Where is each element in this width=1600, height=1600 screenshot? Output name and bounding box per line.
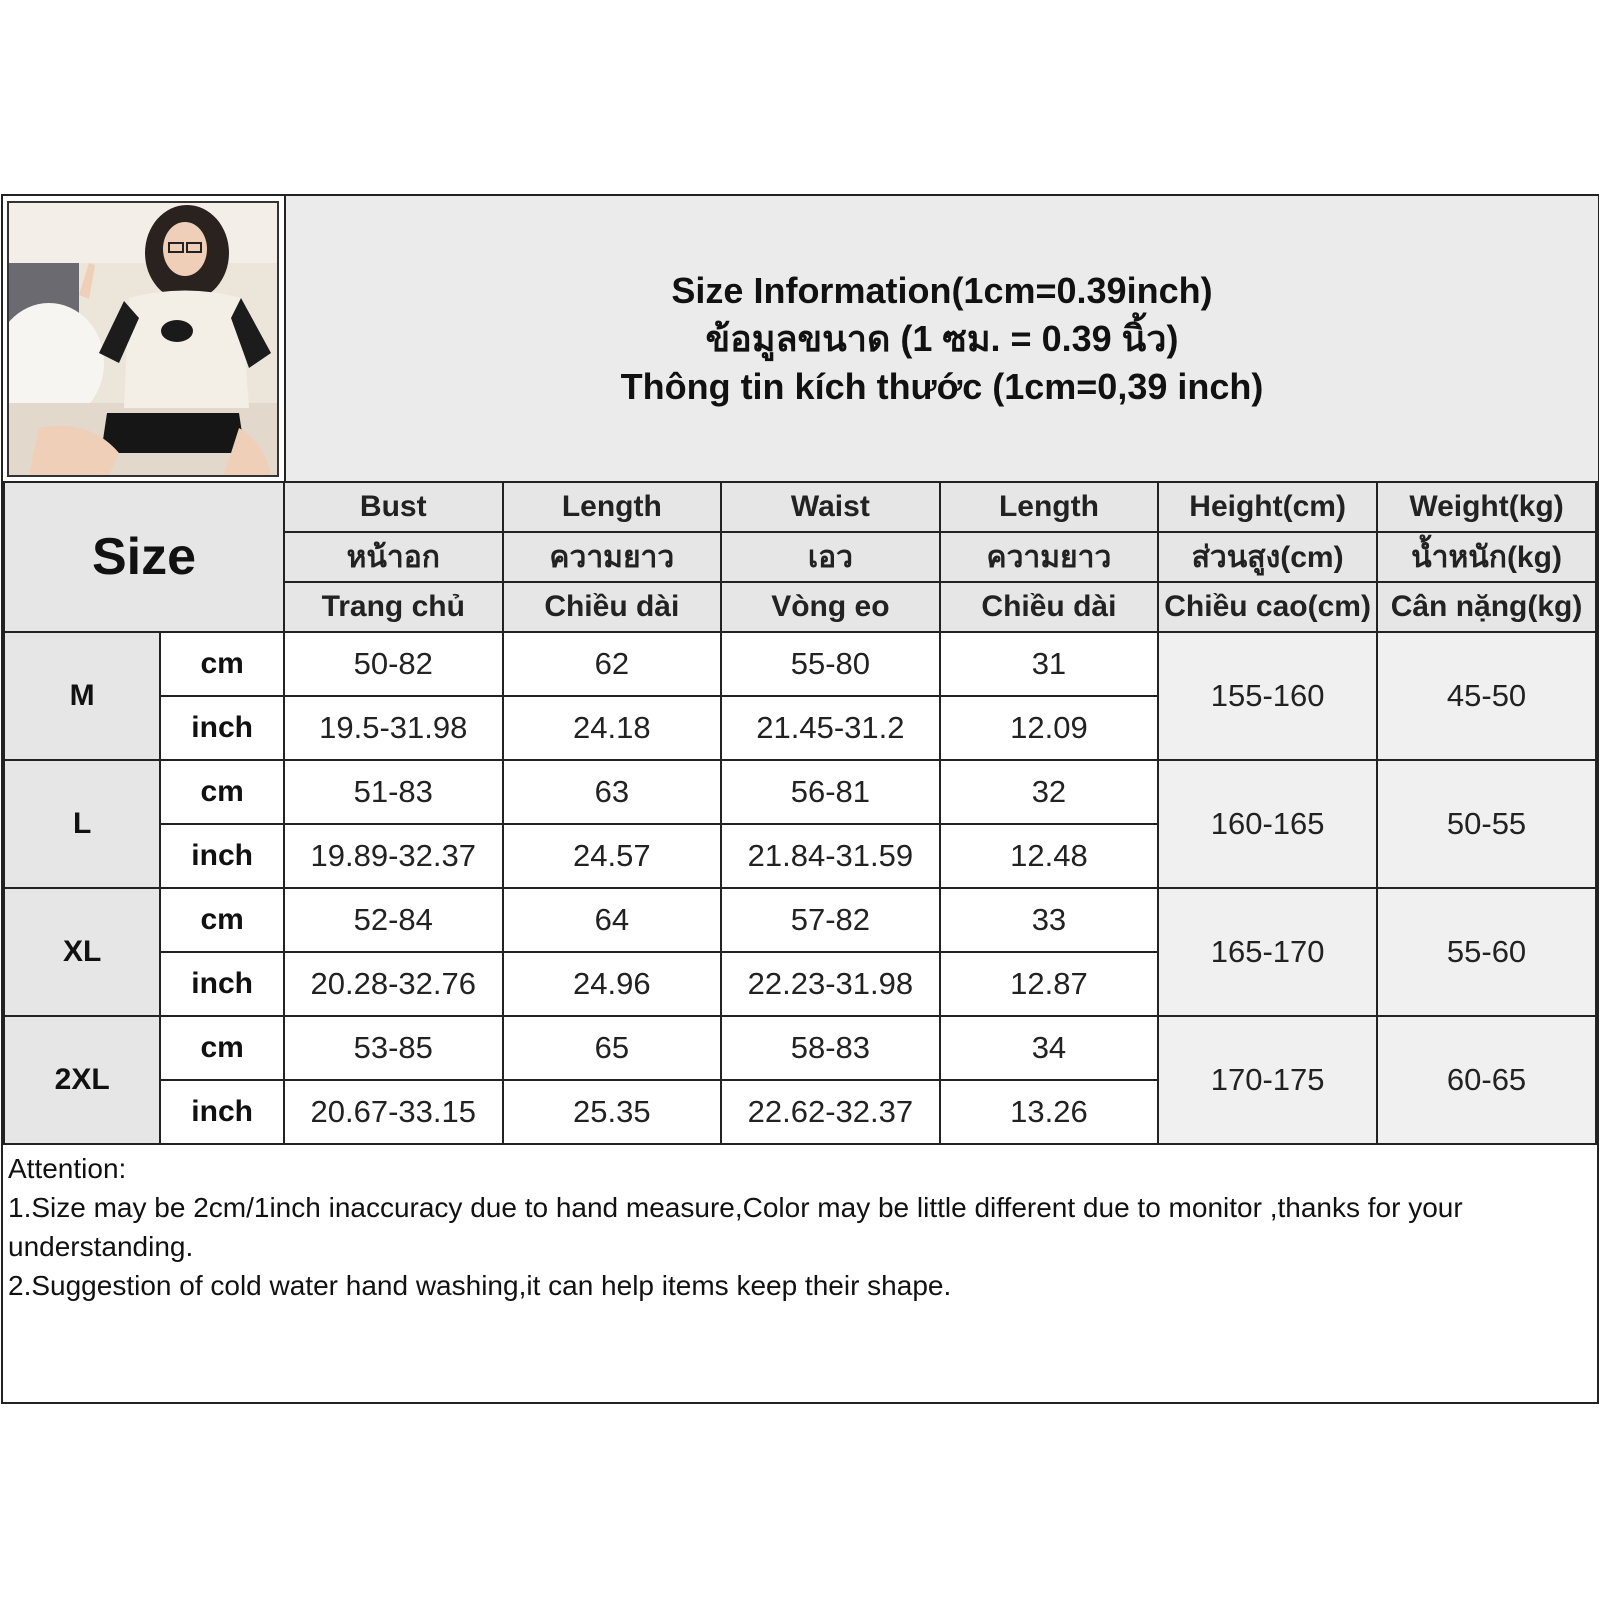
title-english: Size Information(1cm=0.39inch) — [671, 269, 1213, 311]
height-value: 170-175 — [1158, 1016, 1377, 1144]
unit-inch: inch — [160, 824, 284, 888]
header-weight: Weight(kg) — [1377, 482, 1596, 532]
size-label: L — [4, 760, 160, 888]
table-row — [4, 632, 1596, 696]
header-weight-th: น้ำหนัก(kg) — [1377, 532, 1596, 582]
header-waist: Waist — [721, 482, 940, 532]
table-row — [4, 1016, 1596, 1080]
weight-value: 55-60 — [1377, 888, 1596, 1016]
length-cm: 64 — [503, 888, 721, 952]
waist-cm: 56-81 — [721, 760, 940, 824]
length-2-inch: 12.87 — [940, 952, 1158, 1016]
length-2-cm: 33 — [940, 888, 1158, 952]
title-cell — [284, 196, 1598, 481]
unit-cm: cm — [160, 1016, 284, 1080]
unit-inch: inch — [160, 696, 284, 760]
unit-inch: inch — [160, 952, 284, 1016]
waist-cm: 58-83 — [721, 1016, 940, 1080]
unit-inch: inch — [160, 1080, 284, 1144]
title-vietnamese: Thông tin kích thước (1cm=0,39 inch) — [620, 365, 1264, 407]
length-2-cm: 31 — [940, 632, 1158, 696]
waist-inch: 22.62-32.37 — [721, 1080, 940, 1144]
header-length: Length — [503, 482, 721, 532]
length-inch: 25.35 — [503, 1080, 721, 1144]
bust-inch: 20.67-33.15 — [284, 1080, 503, 1144]
length-cm: 63 — [503, 760, 721, 824]
length-inch: 24.57 — [503, 824, 721, 888]
size-header: Size — [4, 482, 284, 632]
size-label: M — [4, 632, 160, 760]
attention-item-2: 2.Suggestion of cold water hand washing,it can help items keep their shape. — [8, 1270, 952, 1301]
waist-cm: 55-80 — [721, 632, 940, 696]
product-photo — [7, 201, 279, 477]
height-value: 155-160 — [1158, 632, 1377, 760]
header-height-vi: Chiều cao(cm) — [1158, 582, 1377, 632]
waist-cm: 57-82 — [721, 888, 940, 952]
header-length-2-vi: Chiều dài — [940, 582, 1158, 632]
header-length-2: Length — [940, 482, 1158, 532]
size-chart — [1, 194, 1599, 1404]
bust-inch: 19.5-31.98 — [284, 696, 503, 760]
weight-value: 50-55 — [1377, 760, 1596, 888]
header-waist-vi: Vòng eo — [721, 582, 940, 632]
header-height-th: ส่วนสูง(cm) — [1158, 532, 1377, 582]
length-2-inch: 13.26 — [940, 1080, 1158, 1144]
title-thai: ข้อมูลขนาด (1 ซม. = 0.39 นิ้ว) — [705, 317, 1179, 359]
header-length-2-th: ความยาว — [940, 532, 1158, 582]
header-bust: Bust — [284, 482, 503, 532]
length-2-cm: 34 — [940, 1016, 1158, 1080]
length-cm: 65 — [503, 1016, 721, 1080]
unit-cm: cm — [160, 888, 284, 952]
weight-value: 60-65 — [1377, 1016, 1596, 1144]
length-inch: 24.18 — [503, 696, 721, 760]
header-bust-vi: Trang chủ — [284, 582, 503, 632]
weight-value: 45-50 — [1377, 632, 1596, 760]
waist-inch: 21.45-31.2 — [721, 696, 940, 760]
header-row-english — [4, 482, 1596, 532]
size-table — [3, 481, 1597, 1145]
waist-inch: 21.84-31.59 — [721, 824, 940, 888]
table-row — [4, 888, 1596, 952]
header-waist-th: เอว — [721, 532, 940, 582]
header-height: Height(cm) — [1158, 482, 1377, 532]
length-inch: 24.96 — [503, 952, 721, 1016]
waist-inch: 22.23-31.98 — [721, 952, 940, 1016]
length-2-cm: 32 — [940, 760, 1158, 824]
height-value: 165-170 — [1158, 888, 1377, 1016]
unit-cm: cm — [160, 632, 284, 696]
header-length-th: ความยาว — [503, 532, 721, 582]
bust-inch: 19.89-32.37 — [284, 824, 503, 888]
header-bust-th: หน้าอก — [284, 532, 503, 582]
unit-cm: cm — [160, 760, 284, 824]
model-image — [9, 203, 277, 475]
height-value: 160-165 — [1158, 760, 1377, 888]
length-2-inch: 12.09 — [940, 696, 1158, 760]
header-weight-vi: Cân nặng(kg) — [1377, 582, 1596, 632]
length-2-inch: 12.48 — [940, 824, 1158, 888]
size-label: 2XL — [4, 1016, 160, 1144]
bust-cm: 52-84 — [284, 888, 503, 952]
header-length-vi: Chiều dài — [503, 582, 721, 632]
bust-cm: 51-83 — [284, 760, 503, 824]
bust-inch: 20.28-32.76 — [284, 952, 503, 1016]
table-row — [4, 760, 1596, 824]
size-label: XL — [4, 888, 160, 1016]
attention-item-1: 1.Size may be 2cm/1inch inaccuracy due to hand measure,Color may be little different due to monitor ,thanks for your understanding. — [8, 1192, 1463, 1262]
length-cm: 62 — [503, 632, 721, 696]
bust-cm: 50-82 — [284, 632, 503, 696]
bust-cm: 53-85 — [284, 1016, 503, 1080]
attention-heading: Attention: — [8, 1153, 127, 1184]
attention-notes — [8, 1149, 1588, 1305]
